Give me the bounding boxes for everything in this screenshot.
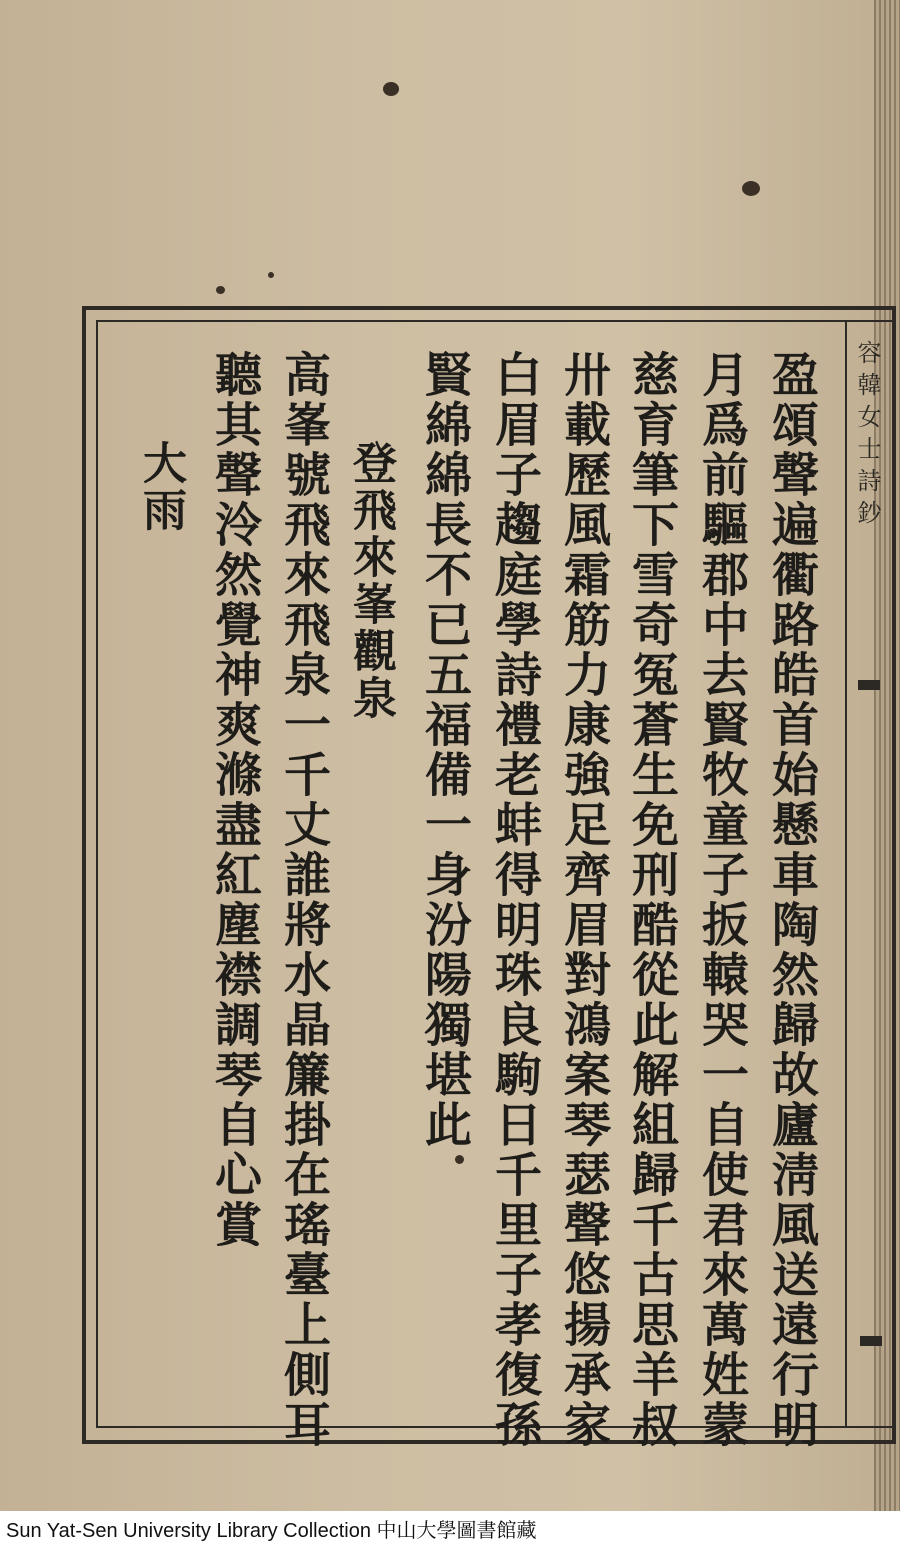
paper-spot <box>216 286 225 294</box>
fishtail-mark-top <box>858 680 880 690</box>
text-column-2: 月爲前驅郡中去賢牧童子扳轅哭一自使君來萬姓蒙 <box>694 350 749 1450</box>
poem-title-column: 登飛來峯觀泉 <box>345 440 396 722</box>
center-fold-rule <box>845 320 847 1428</box>
book-title-margin: 容韓女士詩鈔 <box>853 340 881 532</box>
poem-title-column-2: 大雨 <box>135 440 186 534</box>
fishtail-mark-bottom <box>860 1336 882 1346</box>
paper-spot <box>383 82 399 96</box>
text-column-9: 聽其聲泠然覺神爽滌盡紅塵襟調琴自心賞 <box>207 350 262 1250</box>
paper-spot <box>742 181 760 196</box>
library-credit: Sun Yat-Sen University Library Collection 中山大學圖書館藏 <box>0 1511 900 1552</box>
text-column-4: 卅載歷風霜筋力康強足齊眉對鴻案琴瑟聲悠揚承家 <box>556 350 611 1450</box>
text-column-3: 慈育筆下雪奇冤蒼生免刑酷從此解組歸千古思羊叔 <box>624 350 679 1450</box>
text-column-5: 白眉子趨庭學詩禮老蚌得明珠良駒日千里子孝復孫 <box>487 350 542 1450</box>
text-column-8: 高峯號飛來飛泉一千丈誰將水晶簾掛在瑤臺上側耳 <box>276 350 331 1450</box>
paper-spot <box>268 272 274 278</box>
text-column-6: 賢綿綿長不已五福備一身汾陽獨堪此 <box>417 350 472 1150</box>
text-column-1: 盈頌聲遍衢路皓首始懸車陶然歸故廬淸風送遠行明 <box>764 350 819 1450</box>
